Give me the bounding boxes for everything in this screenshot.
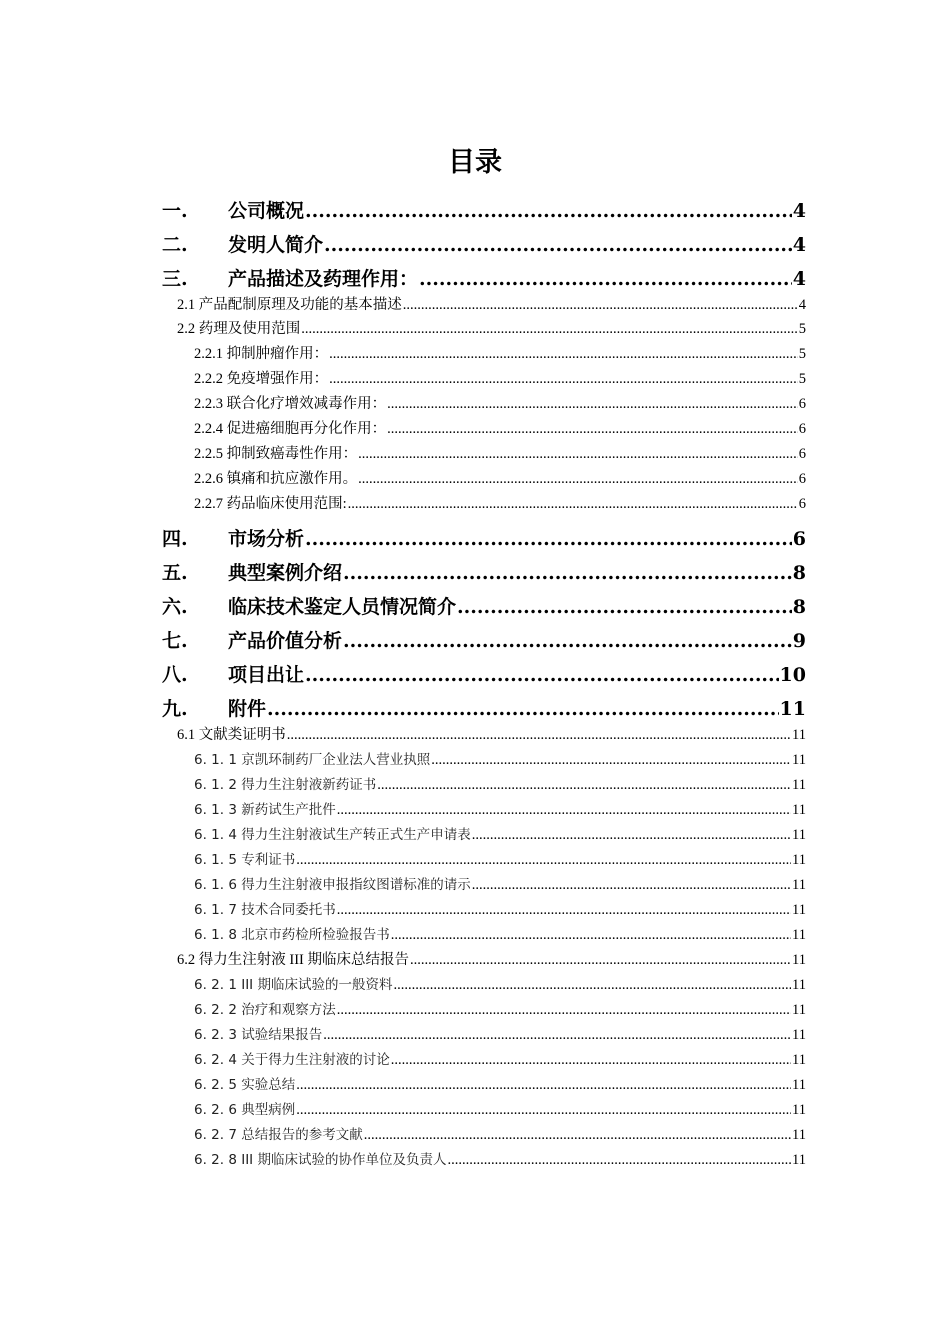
dot-leader xyxy=(358,471,798,488)
dot-leader xyxy=(391,927,791,944)
toc-entry-6-1-7[interactable] xyxy=(194,898,806,918)
toc-entry-label: 临床技术鉴定人员情况简介 xyxy=(228,596,457,618)
toc-entry-label: 6. 2. 4 关于得力生注射液的讨论 xyxy=(194,1052,390,1068)
toc-page-number: 5 xyxy=(798,346,806,362)
toc-page-number: 4 xyxy=(792,234,806,256)
toc-entry-6-2-7[interactable] xyxy=(194,1123,806,1143)
dot-leader xyxy=(364,1127,791,1144)
toc-page-number: 6 xyxy=(798,421,806,437)
toc-page-number: 11 xyxy=(779,698,806,720)
dot-leader xyxy=(472,827,791,844)
dot-leader xyxy=(358,446,798,463)
toc-page-number: 11 xyxy=(792,1027,806,1043)
toc-entry-6-2-5[interactable] xyxy=(194,1073,806,1093)
dot-leader xyxy=(324,234,792,256)
toc-entry-attachments[interactable] xyxy=(162,694,806,720)
toc-entry-label: 2.2.6 镇痛和抗应激作用。 xyxy=(194,471,358,487)
toc-entry-2-2-3[interactable] xyxy=(194,392,806,412)
toc-page-number: 11 xyxy=(792,802,806,818)
toc-entry-label: 6. 1. 8 北京市药检所检验报告书 xyxy=(194,927,390,943)
toc-entry-2-2-1[interactable] xyxy=(194,342,806,362)
toc-page-number: 6 xyxy=(798,396,806,412)
toc-entry-label: 市场分析 xyxy=(228,528,305,550)
toc-page-number: 4 xyxy=(798,297,806,313)
toc-page-number: 11 xyxy=(792,877,806,893)
toc-entry-number: 六. xyxy=(162,596,188,618)
toc-entry-market-analysis[interactable] xyxy=(162,524,806,550)
toc-entry-label: 附件 xyxy=(228,698,267,720)
toc-entry-label: 6. 2. 1 III 期临床试验的一般资料 xyxy=(194,977,393,993)
toc-entry-label: 6.2 得力生注射液 III 期临床总结报告 xyxy=(177,952,409,968)
toc-page-number: 11 xyxy=(792,1102,806,1118)
dot-leader xyxy=(343,562,792,584)
toc-entry-label: 6. 1. 7 技术合同委托书 xyxy=(194,902,336,918)
toc-entry-label: 2.2.1 抑制肿瘤作用： xyxy=(194,346,329,362)
toc-entry-label: 6.1 文献类证明书 xyxy=(177,727,286,743)
toc-page-number: 11 xyxy=(792,1152,806,1168)
toc-page-number: 6 xyxy=(798,471,806,487)
toc-entry-label: 2.2 药理及使用范围 xyxy=(177,321,301,337)
toc-entry-product-description[interactable] xyxy=(162,264,806,290)
dot-leader xyxy=(431,752,791,769)
toc-entry-label: 6. 2. 8 III 期临床试验的协作单位及负责人 xyxy=(194,1152,447,1168)
toc-page-number: 11 xyxy=(792,977,806,993)
dot-leader xyxy=(305,528,792,550)
toc-entry-label: 发明人简介 xyxy=(228,234,324,256)
toc-entry-6-2-3[interactable] xyxy=(194,1023,806,1043)
dot-leader xyxy=(287,727,791,744)
toc-entry-number: 七. xyxy=(162,630,188,652)
dot-leader xyxy=(472,877,791,894)
toc-page-number: 11 xyxy=(792,777,806,793)
dot-leader xyxy=(329,371,798,388)
toc-entry-project-transfer[interactable] xyxy=(162,660,806,686)
toc-entry-label: 6. 1. 3 新药试生产批件 xyxy=(194,802,336,818)
dot-leader xyxy=(296,852,791,869)
toc-entry-number: 一. xyxy=(162,200,188,222)
dot-leader xyxy=(387,421,798,438)
toc-entry-clinical-appraisers[interactable] xyxy=(162,592,806,618)
toc-entry-2-1[interactable] xyxy=(177,293,806,313)
toc-entry-number: 五. xyxy=(162,562,188,584)
toc-entry-label: 6. 2. 2 治疗和观察方法 xyxy=(194,1002,336,1018)
toc-page-number: 6 xyxy=(798,496,806,512)
toc-entry-6-1-6[interactable] xyxy=(194,873,806,893)
toc-page-number: 4 xyxy=(792,200,806,222)
toc-entry-label: 产品价值分析 xyxy=(228,630,343,652)
toc-entry-6-2-1[interactable] xyxy=(194,973,806,993)
dot-leader xyxy=(305,200,792,222)
toc-entry-label: 典型案例介绍 xyxy=(228,562,343,584)
toc-page-number: 6 xyxy=(798,446,806,462)
toc-entry-2-2-2[interactable] xyxy=(194,367,806,387)
dot-leader xyxy=(329,346,798,363)
toc-entry-label: 2.2.7 药品临床使用范围: xyxy=(194,496,347,512)
toc-entry-label: 6. 2. 3 试验结果报告 xyxy=(194,1027,323,1043)
toc-page-number: 11 xyxy=(792,952,806,968)
toc-entry-6-1-8[interactable] xyxy=(194,923,806,943)
toc-entry-label: 2.2.5 抑制致癌毒性作用： xyxy=(194,446,358,462)
toc-entry-label: 2.2.4 促进癌细胞再分化作用： xyxy=(194,421,387,437)
toc-entry-inventor-intro[interactable] xyxy=(162,230,806,256)
dot-leader xyxy=(391,1052,791,1069)
toc-entry-product-value[interactable] xyxy=(162,626,806,652)
toc-entry-6-2-2[interactable] xyxy=(194,998,806,1018)
toc-page-number: 11 xyxy=(792,1002,806,1018)
dot-leader xyxy=(410,952,791,969)
toc-entry-number: 八. xyxy=(162,664,188,686)
toc-page-number: 8 xyxy=(792,562,806,584)
toc-entry-label: 公司概况 xyxy=(228,200,305,222)
dot-leader xyxy=(387,396,798,413)
toc-entry-2-2-7[interactable] xyxy=(194,492,806,512)
toc-entry-6-2-8[interactable] xyxy=(194,1148,806,1168)
dot-leader xyxy=(457,596,792,618)
dot-leader xyxy=(337,802,791,819)
dot-leader xyxy=(348,496,798,513)
toc-title: 目录 xyxy=(448,147,502,178)
toc-entry-6-2[interactable] xyxy=(177,948,806,968)
toc-page-number: 5 xyxy=(798,321,806,337)
dot-leader xyxy=(343,630,792,652)
toc-page-number: 4 xyxy=(792,268,806,290)
toc-page-number: 10 xyxy=(779,664,806,686)
toc-entry-number: 三. xyxy=(162,268,188,290)
toc-entry-label: 6. 2. 6 典型病例 xyxy=(194,1102,296,1118)
toc-entry-6-2-6[interactable] xyxy=(194,1098,806,1118)
toc-page-number: 11 xyxy=(792,1077,806,1093)
dot-leader xyxy=(403,297,798,314)
toc-page-number: 11 xyxy=(792,927,806,943)
dot-leader xyxy=(447,1152,791,1169)
dot-leader xyxy=(305,664,779,686)
toc-entry-label: 2.1 产品配制原理及功能的基本描述 xyxy=(177,297,402,313)
toc-entry-label: 6. 2. 7 总结报告的参考文献 xyxy=(194,1127,363,1143)
toc-entry-6-2-4[interactable] xyxy=(194,1048,806,1068)
toc-entry-2-2-5[interactable] xyxy=(194,442,806,462)
toc-entry-6-1-2[interactable] xyxy=(194,773,806,793)
toc-entry-label: 6. 1. 2 得力生注射液新药证书 xyxy=(194,777,377,793)
toc-page-number: 6 xyxy=(792,528,806,550)
toc-entry-6-1[interactable] xyxy=(177,723,806,743)
toc-page-number: 11 xyxy=(792,1127,806,1143)
dot-leader xyxy=(301,321,798,338)
dot-leader xyxy=(323,1027,791,1044)
dot-leader xyxy=(393,977,791,994)
toc-page-number: 5 xyxy=(798,371,806,387)
toc-page-number: 11 xyxy=(792,752,806,768)
toc-entry-number: 四. xyxy=(162,528,188,550)
toc-entry-2-2-6[interactable] xyxy=(194,467,806,487)
dot-leader xyxy=(377,777,791,794)
toc-page-number: 11 xyxy=(792,1052,806,1068)
dot-leader xyxy=(419,268,792,290)
dot-leader xyxy=(337,902,791,919)
toc-page-number: 9 xyxy=(792,630,806,652)
toc-page-number: 11 xyxy=(792,827,806,843)
toc-entry-label: 6. 1. 4 得力生注射液试生产转正式生产申请表 xyxy=(194,827,471,843)
toc-entry-6-1-5[interactable] xyxy=(194,848,806,868)
toc-entry-label: 6. 1. 6 得力生注射液申报指纹图谱标准的请示 xyxy=(194,877,471,893)
toc-entry-6-1-3[interactable] xyxy=(194,798,806,818)
toc-entry-label: 6. 1. 5 专利证书 xyxy=(194,852,296,868)
dot-leader xyxy=(296,1102,791,1119)
toc-entry-6-1-4[interactable] xyxy=(194,823,806,843)
toc-entry-label: 产品描述及药理作用： xyxy=(228,268,419,290)
toc-page-number: 11 xyxy=(792,852,806,868)
toc-entry-number: 九. xyxy=(162,698,188,720)
dot-leader xyxy=(337,1002,791,1019)
dot-leader xyxy=(267,698,779,720)
toc-entry-company-overview[interactable] xyxy=(162,196,806,222)
dot-leader xyxy=(296,1077,791,1094)
toc-entry-2-2[interactable] xyxy=(177,317,806,337)
toc-entry-6-1-1[interactable] xyxy=(194,748,806,768)
toc-page-number: 8 xyxy=(792,596,806,618)
toc-entry-label: 6. 2. 5 实验总结 xyxy=(194,1077,296,1093)
toc-entry-label: 2.2.3 联合化疗增效减毒作用： xyxy=(194,396,387,412)
toc-entry-typical-cases[interactable] xyxy=(162,558,806,584)
toc-entry-2-2-4[interactable] xyxy=(194,417,806,437)
toc-entry-label: 6. 1. 1 京凯环制药厂企业法人营业执照 xyxy=(194,752,431,768)
toc-page-number: 11 xyxy=(792,902,806,918)
toc-entry-label: 项目出让 xyxy=(228,664,305,686)
toc-entry-number: 二. xyxy=(162,234,188,256)
toc-page-number: 11 xyxy=(792,727,806,743)
toc-entry-label: 2.2.2 免疫增强作用： xyxy=(194,371,329,387)
